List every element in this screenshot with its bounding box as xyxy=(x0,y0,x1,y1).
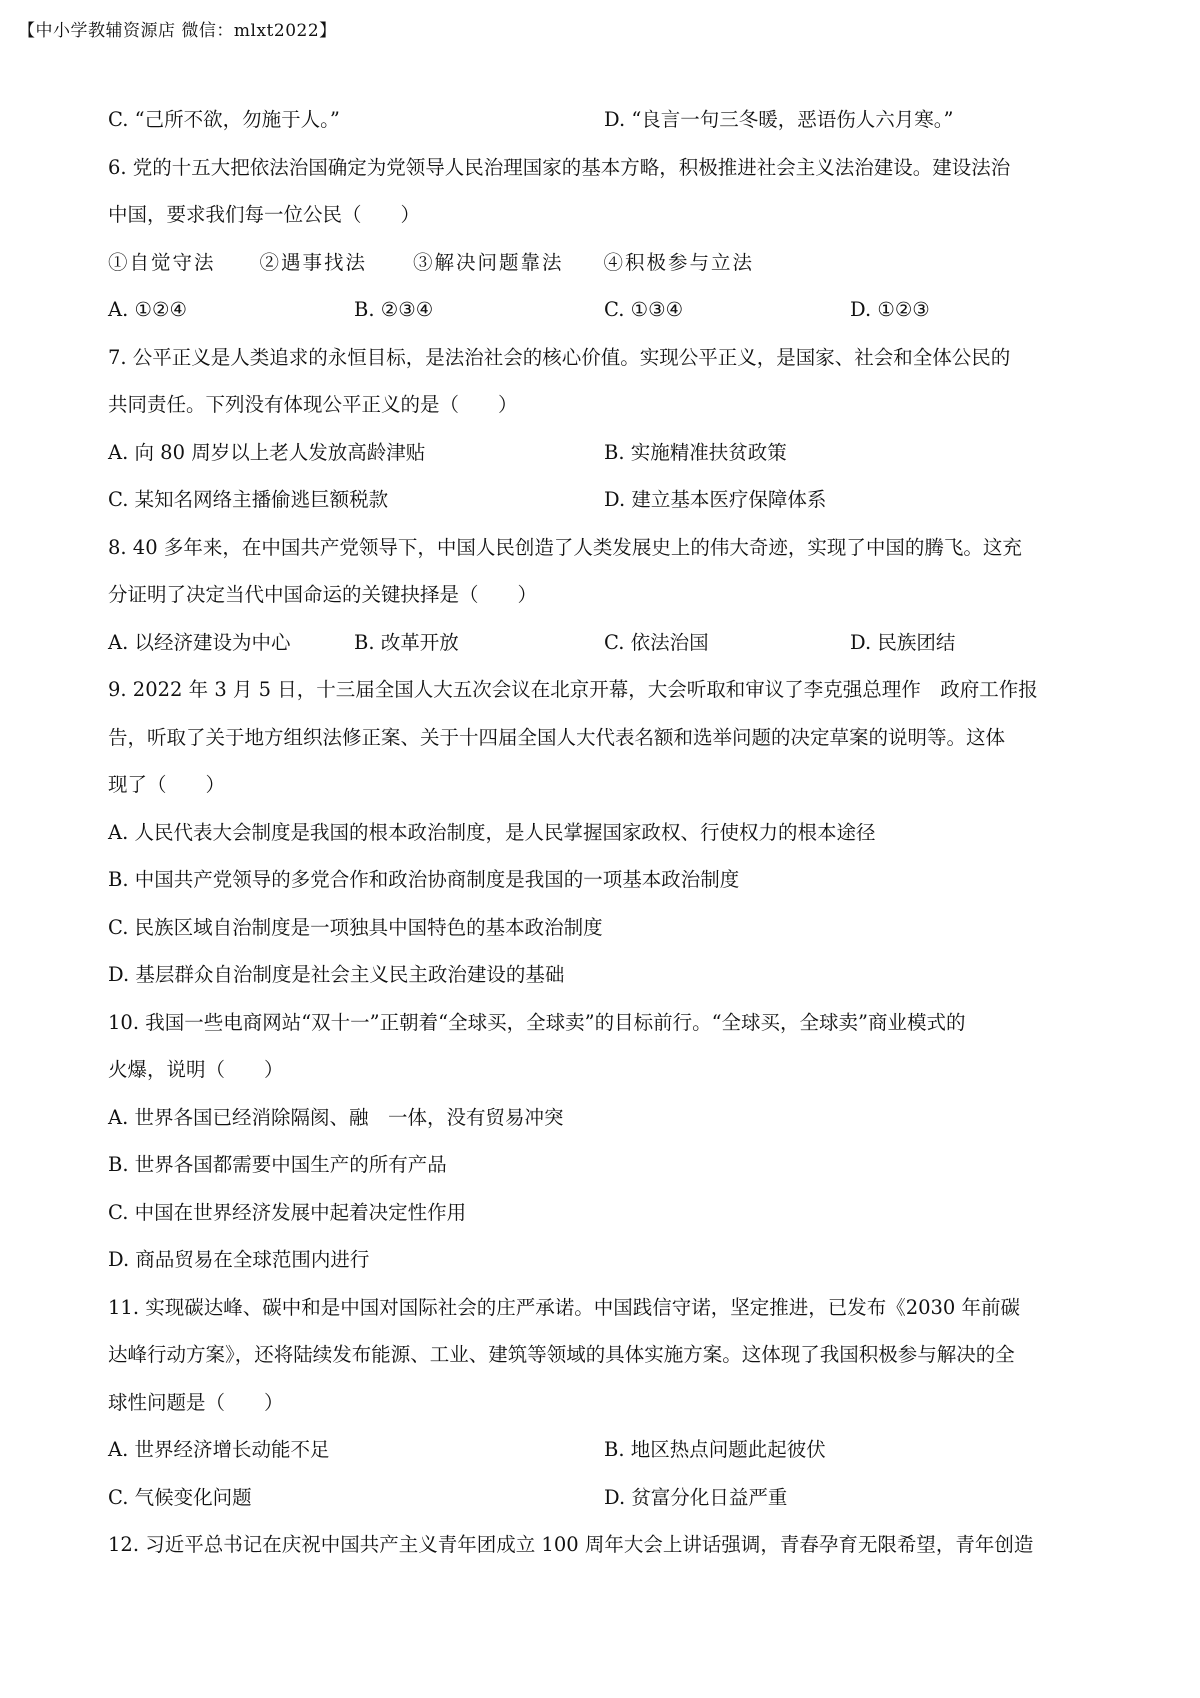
q6-stem-line-1: 6. 党的十五大把依法治国确定为党领导人民治理国家的基本方略，积极推进社会主义法治建设。建设法治 xyxy=(108,155,1011,179)
q7-stem-line-1: 7. 公平正义是人类追求的永恒目标，是法治社会的核心价值。实现公平正义，是国家、社会和全体公民的 xyxy=(108,345,1011,369)
q8-option-a: A. 以经济建设为中心 xyxy=(108,630,291,654)
q9-option-a: A. 人民代表大会制度是我国的根本政治制度，是人民掌握国家政权、行使权力的根本途径 xyxy=(108,820,876,844)
q10-stem-line-1: 10. 我国一些电商网站“双十一”正朝着“全球买，全球卖”的目标前行。“全球买，全球卖”商业模式的 xyxy=(108,1010,966,1034)
q7-options-row-1 xyxy=(108,429,1108,477)
q8-option-c: C. 依法治国 xyxy=(604,630,709,654)
q10-option-a: A. 世界各国已经消除隔阂、融 一体，没有贸易冲突 xyxy=(108,1105,564,1129)
q9-stem-line-3: 现了（ ） xyxy=(108,773,226,796)
q10-stem-line-2: 火爆，说明（ ） xyxy=(108,1058,284,1081)
q11-stem-line-1: 11. 实现碳达峰、碳中和是中国对国际社会的庄严承诺。中国践信守诺，坚定推进，已发布《2030 年前碳 xyxy=(108,1295,1021,1319)
exam-content xyxy=(108,96,1108,1569)
q7-options-row-2 xyxy=(108,476,1108,524)
q10-option-d: D. 商品贸易在全球范围内进行 xyxy=(108,1248,370,1271)
q6-statements xyxy=(108,239,1108,287)
q7-option-a: A. 向 80 周岁以上老人发放高龄津贴 xyxy=(108,440,426,464)
q11-stem-line-3: 球性问题是（ ） xyxy=(108,1390,284,1414)
q6-option-b: B. ②③④ xyxy=(354,298,434,321)
q8-options-row xyxy=(108,619,1108,667)
q7-stem-line-2: 共同责任。下列没有体现公平正义的是（ ） xyxy=(108,393,518,416)
q6-stem-line-2: 中国，要求我们每一位公民（ ） xyxy=(108,203,421,226)
q11-options-row-1 xyxy=(108,1426,1108,1474)
q7-option-d: D. 建立基本医疗保障体系 xyxy=(604,488,827,511)
q5-options-row xyxy=(108,96,1108,144)
q9-stem-line-2: 告，听取了关于地方组织法修正案、关于十四届全国人大代表名额和选举问题的决定草案的说明等。这体 xyxy=(108,725,1006,749)
q11-option-c: C. 气候变化问题 xyxy=(108,1485,252,1509)
q8-stem-line-1: 8. 40 多年来，在中国共产党领导下，中国人民创造了人类发展史上的伟大奇迹，实现了中国的腾飞。这充 xyxy=(108,535,1022,559)
q9-option-c: C. 民族区域自治制度是一项独具中国特色的基本政治制度 xyxy=(108,915,603,939)
q6-statement-2: ②遇事找法 xyxy=(259,250,368,274)
q9-option-b: B. 中国共产党领导的多党合作和政治协商制度是我国的一项基本政治制度 xyxy=(108,868,740,891)
q6-statement-4: ④积极参与立法 xyxy=(603,250,755,274)
q10-option-c: C. 中国在世界经济发展中起着决定性作用 xyxy=(108,1200,467,1224)
q9-stem-line-1: 9. 2022 年 3 月 5 日，十三届全国人大五次会议在北京开幕，大会听取和审议了李克强总理作 政府工作报 xyxy=(108,678,1038,701)
q6-option-c: C. ①③④ xyxy=(604,298,684,321)
q8-option-b: B. 改革开放 xyxy=(354,630,459,654)
q6-statement-1: ①自觉守法 xyxy=(108,250,216,274)
q11-option-d: D. 贫富分化日益严重 xyxy=(604,1485,788,1509)
page-header-watermark: 【中小学教辅资源店 微信：mlxt2022】 xyxy=(18,21,337,41)
q6-option-a: A. ①②④ xyxy=(108,298,187,321)
q11-option-b: B. 地区热点问题此起彼伏 xyxy=(604,1438,826,1461)
q11-stem-line-2: 达峰行动方案》，还将陆续发布能源、工业、建筑等领域的具体实施方案。这体现了我国积极参与解决的全 xyxy=(108,1343,1015,1366)
q7-option-c: C. 某知名网络主播偷逃巨额税款 xyxy=(108,488,389,511)
q11-options-row-2 xyxy=(108,1474,1108,1522)
q8-stem-line-2: 分证明了决定当代中国命运的关键抉择是（ ） xyxy=(108,583,538,606)
q8-option-d: D. 民族团结 xyxy=(850,630,956,654)
q5-option-c: C. “己所不欲，勿施于人。” xyxy=(108,108,340,131)
q5-option-d: D. “良言一句三冬暖，恶语伤人六月寒。” xyxy=(604,108,954,131)
q6-options-row xyxy=(108,286,1108,334)
q6-statement-3: ③解决问题靠法 xyxy=(413,250,564,274)
q6-option-d: D. ①②③ xyxy=(850,298,930,321)
q9-option-d: D. 基层群众自治制度是社会主义民主政治建设的基础 xyxy=(108,963,565,986)
q10-option-b: B. 世界各国都需要中国生产的所有产品 xyxy=(108,1153,447,1176)
q11-option-a: A. 世界经济增长动能不足 xyxy=(108,1438,330,1461)
q7-option-b: B. 实施精准扶贫政策 xyxy=(604,440,787,464)
q12-stem-line-1: 12. 习近平总书记在庆祝中国共产主义青年团成立 100 周年大会上讲话强调，青春孕育无限希望，青年创造 xyxy=(108,1533,1034,1556)
